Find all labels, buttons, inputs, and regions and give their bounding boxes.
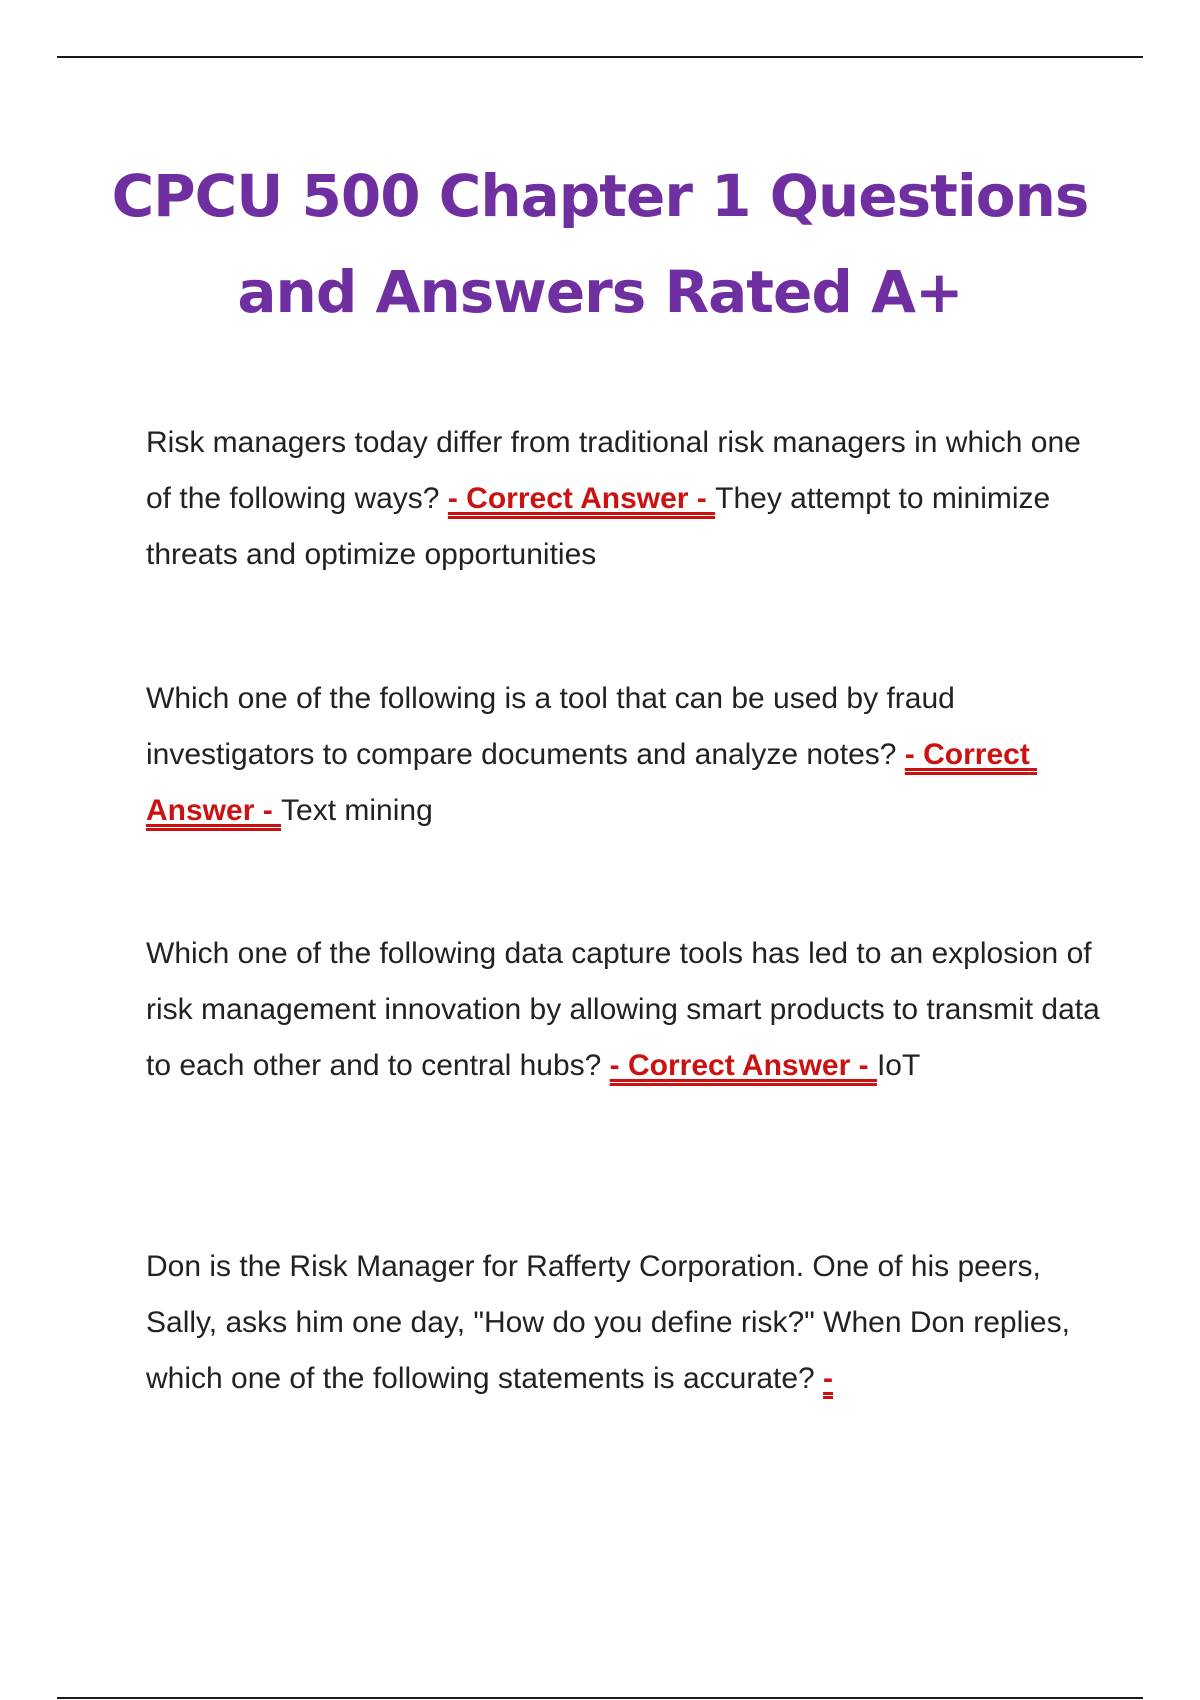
answer-text: Text mining [281,794,433,827]
question-text: Risk managers today differ from traditional risk managers in which one of the following ways? [146,426,1081,515]
page-title: CPCU 500 Chapter 1 Questions and Answers Rated A+ [111,162,1089,326]
correct-answer-label: - Correct Answer - [609,1049,877,1082]
answer-text: IoT [876,1049,921,1082]
qa-item-2 [146,671,1106,839]
correct-answer-label-truncated: - [823,1362,834,1395]
question-text: Which one of the following data capture tools has led to an explosion of risk management innovation by allowing smart products to transmit data to each other and to central hubs? [146,937,1100,1082]
qa-item-3 [146,926,1106,1094]
bottom-rule [57,1697,1143,1699]
question-text: Don is the Risk Manager for Rafferty Corporation. One of his peers, Sally, asks him one day, "How do you define risk?" When Don replies, which one of the following statements is accurate? [146,1250,1070,1395]
top-rule [57,56,1143,58]
qa-item-1 [146,415,1106,583]
qa-item-4 [146,1239,1106,1407]
question-text: Which one of the following is a tool that can be used by fraud investigators to compare documents and analyze notes? [146,682,955,771]
answer-text: They attempt to minimize threats and optimize opportunities [146,482,1051,571]
correct-answer-label: - Correct Answer - [146,738,1038,827]
correct-answer-label: - Correct Answer - [447,482,716,515]
